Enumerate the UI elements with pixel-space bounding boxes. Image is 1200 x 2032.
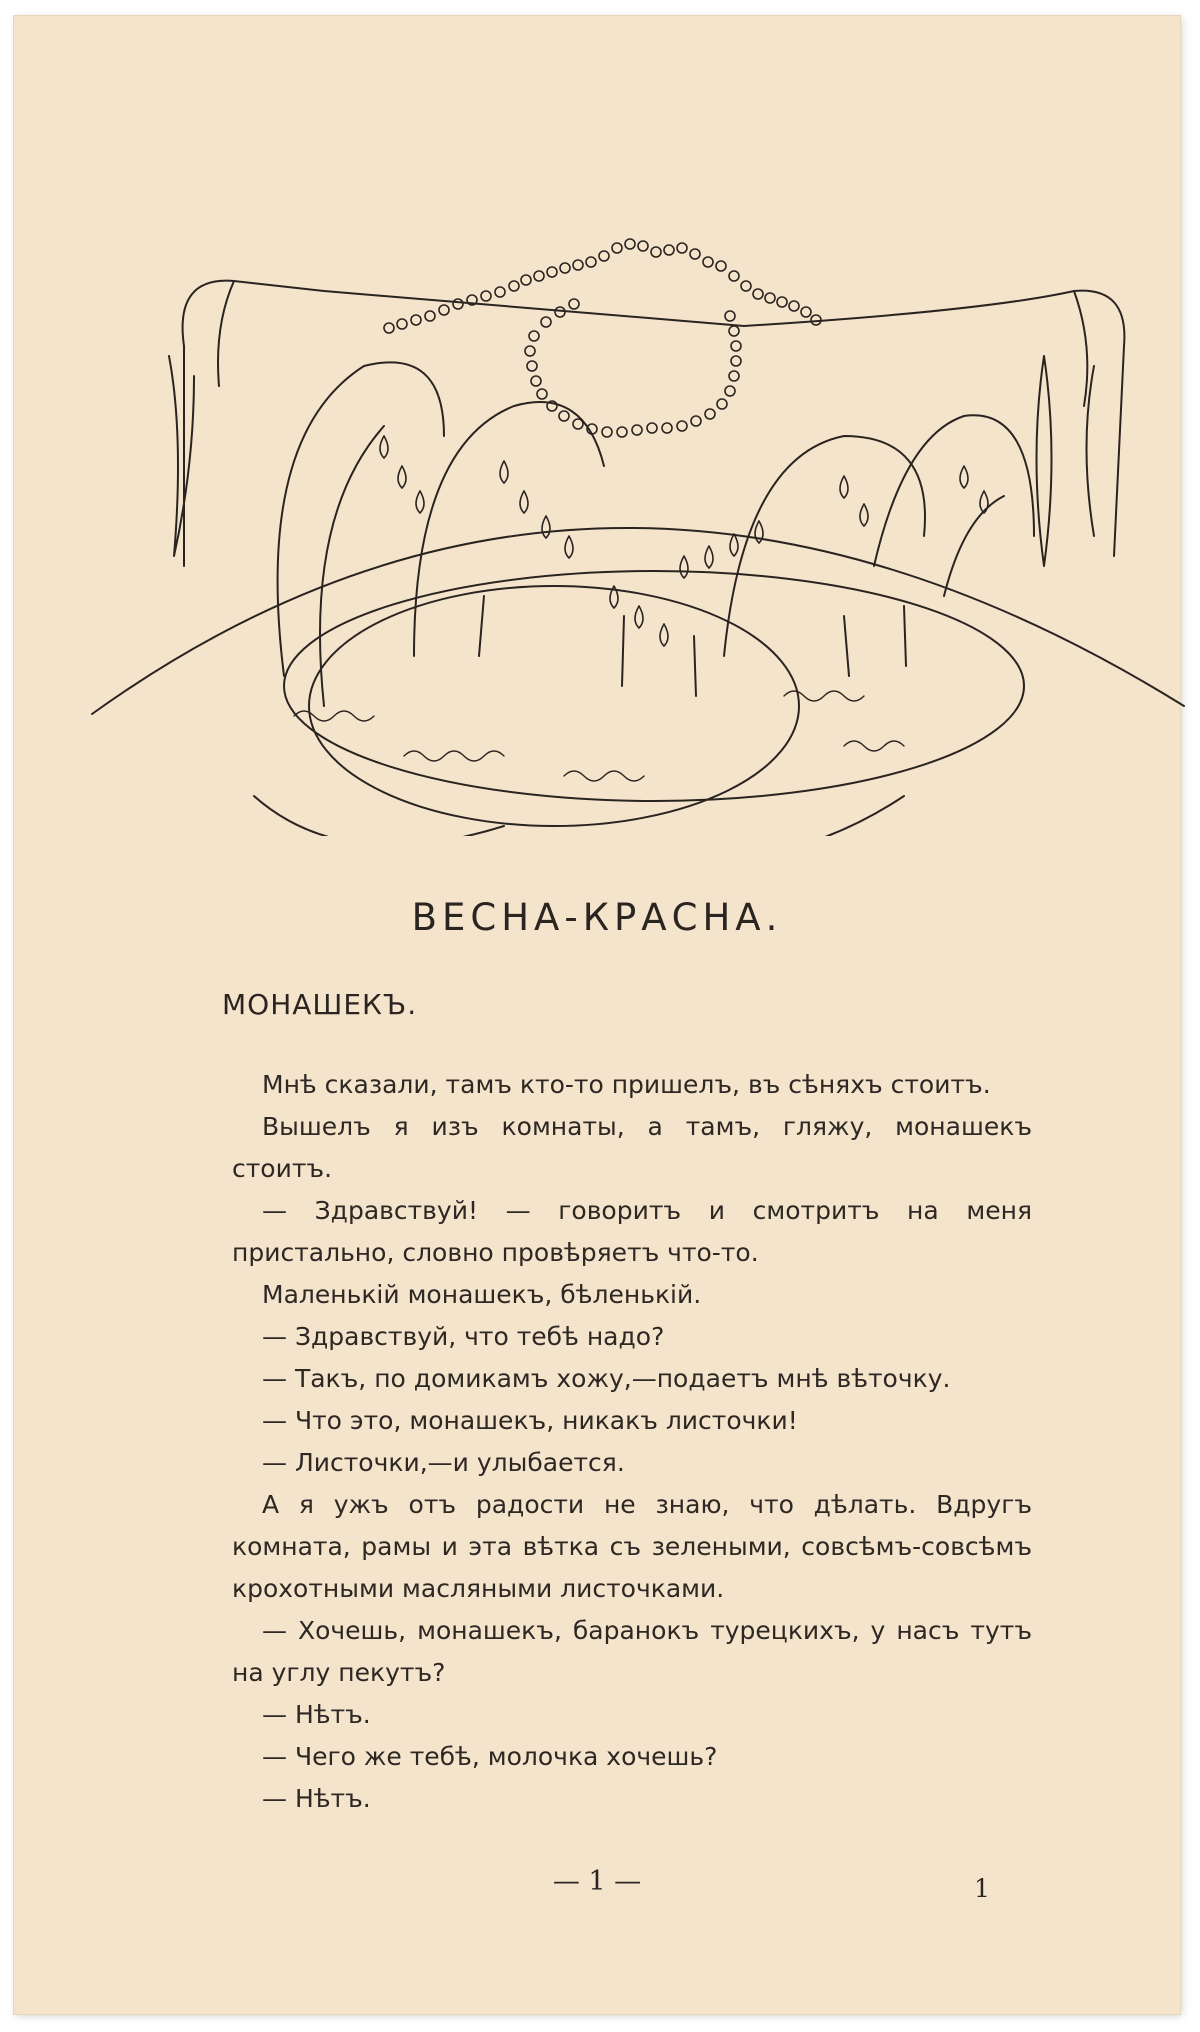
paragraph: — Что это, монашекъ, никакъ листочки! <box>262 1406 798 1435</box>
paragraph: — Нѣтъ. <box>262 1700 371 1729</box>
lily-basket-illustration <box>84 236 1194 836</box>
story-text <box>232 1064 1032 1820</box>
paragraph: — Здравствуй! — говоритъ и смотритъ на меня пристально, словно провѣряетъ что-то. <box>232 1196 1032 1267</box>
paragraph: Мнѣ сказали, тамъ кто-то пришелъ, въ сѣняхъ стоитъ. <box>262 1070 991 1099</box>
chapter-title: МОНАШЕКЪ. <box>222 988 418 1021</box>
paragraph: А я ужъ отъ радости не знаю, что дѣлать. Вдругъ комната, рамы и эта вѣтка съ зелеными, совсѣмъ-совсѣмъ крохотными масляными листочками. <box>232 1490 1032 1603</box>
book-page <box>14 16 1180 2014</box>
paragraph: Маленькій монашекъ, бѣленькій. <box>262 1280 702 1309</box>
paragraph: — Нѣтъ. <box>262 1784 371 1813</box>
story-title: ВЕСНА-КРАСНА. <box>411 896 783 939</box>
paragraph: Вышелъ я изъ комнаты, а тамъ, гляжу, монашекъ стоитъ. <box>232 1112 1032 1183</box>
paragraph: — Хочешь, монашекъ, баранокъ турецкихъ, у насъ тутъ на углу пекутъ? <box>232 1616 1032 1687</box>
paragraph: — Чего же тебѣ, молочка хочешь? <box>262 1742 718 1771</box>
paragraph: — Здравствуй, что тебѣ надо? <box>262 1322 665 1351</box>
paragraph: — Листочки,—и улыбается. <box>262 1448 625 1477</box>
paragraph: — Такъ, по домикамъ хожу,—подаетъ мнѣ вѣточку. <box>262 1364 951 1393</box>
sheet-number: 1 <box>974 1874 990 1903</box>
page-number: — 1 — <box>552 1866 642 1897</box>
